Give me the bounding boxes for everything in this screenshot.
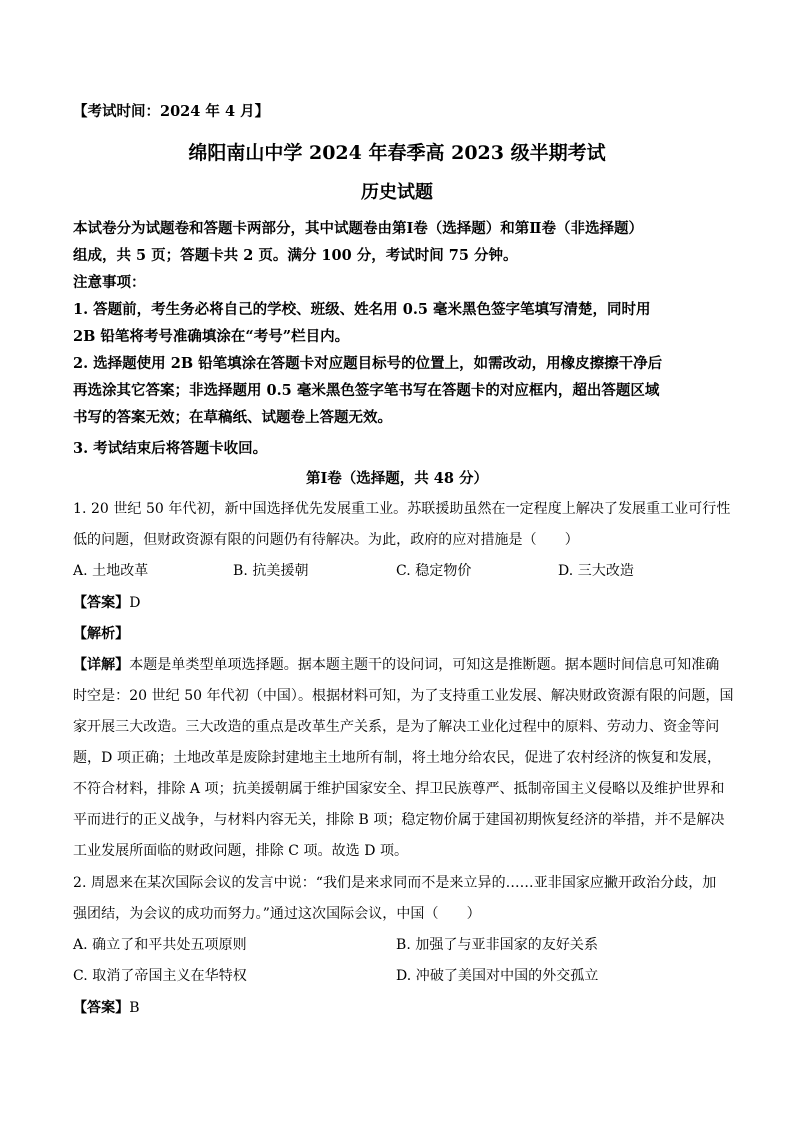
q1-detail-line-7: 工业发展所面临的财政问题，排除 C 项。故选 D 项。 — [73, 843, 409, 859]
notice-1-line-2: 2B 铅笔将考号准确填涂在“考号”栏目内。 — [73, 328, 350, 345]
q2-option-b: B. 加强了与亚非国家的友好关系 — [396, 937, 598, 953]
q1-stem-line-1: 1. 20 世纪 50 年代初，新中国选择优先发展重工业。苏联援助虽然在一定程度上解决了发展重工业可行性 — [73, 501, 731, 517]
notice-1-line-1: 1. 答题前，考生务必将自己的学校、班级、姓名用 0.5 毫米黑色签字笔填写清楚，同时用 — [73, 301, 651, 318]
exam-time: 【考试时间：2024 年 4 月】 — [73, 103, 270, 120]
notice-3: 3. 考试结束后将答题卡收回。 — [73, 440, 268, 457]
q2-answer-row — [73, 997, 140, 1017]
q1-option-d: D. 三大改造 — [558, 563, 634, 579]
q1-answer-row — [73, 592, 140, 612]
q1-detail-line-3: 家开展三大改造。三大改造的重点是改革生产关系，是为了解决工业化过程中的原料、劳动力、资金等问 — [73, 719, 720, 735]
q2-option-a: A. 确立了和平共处五项原则 — [73, 937, 247, 953]
q1-detail-line-2: 时空是：20 世纪 50 年代初（中国）。根据材料可知，为了支持重工业发展、解决财政资源有限的问题，国 — [73, 688, 734, 704]
q1-detail-line-6: 平而进行的正义战争，与材料内容无关，排除 B 项；稳定物价属于建国初期恢复经济的举措，并不是解决 — [73, 812, 725, 828]
q1-answer-label: 【答案】 — [73, 595, 130, 611]
q1-analysis-label: 【解析】 — [73, 626, 130, 642]
q1-option-b: B. 抗美援朝 — [233, 563, 309, 579]
q1-detail-text-1: 本题是单类型单项选择题。据本题主题干的设问词，可知这是推断题。据本题时间信息可知准确 — [129, 657, 720, 673]
q2-stem-line-1: 2. 周恩来在某次国际会议的发言中说：“我们是来求同而不是来立异的……亚非国家应撇开政治分歧，加 — [73, 875, 717, 891]
exam-title: 绵阳南山中学 2024 年春季高 2023 级半期考试 — [188, 142, 606, 164]
q2-stem-line-2: 强团结，为会议的成功而努力。”通过这次国际会议，中国（ ） — [73, 906, 481, 922]
q1-detail-line-4: 题，D 项正确；土地改革是废除封建地主土地所有制，将土地分给农民，促进了农村经济的恢复和发展， — [73, 750, 722, 766]
q2-option-d: D. 冲破了美国对中国的外交孤立 — [396, 968, 599, 984]
q1-answer-value: D — [129, 595, 141, 611]
q1-option-c: C. 稳定物价 — [396, 563, 472, 579]
notice-2-line-1: 2. 选择题使用 2B 铅笔填涂在答题卡对应题目标号的位置上，如需改动，用橡皮擦擦干净后 — [73, 355, 663, 372]
subject-title: 历史试题 — [361, 182, 433, 203]
intro-line-2: 组成，共 5 页；答题卡共 2 页。满分 100 分，考试时间 75 分钟。 — [73, 247, 518, 264]
notice-title: 注意事项： — [73, 274, 146, 291]
q1-detail-line-5: 不符合材料，排除 A 项；抗美援朝属于维护国家安全、捍卫民族尊严、抵制帝国主义侵略以及维护世界和 — [73, 781, 725, 797]
q1-stem-line-2: 低的问题，但财政资源有限的问题仍有待解决。为此，政府的应对措施是（ ） — [73, 532, 579, 548]
section-title: 第Ⅰ卷（选择题，共 48 分） — [305, 470, 489, 487]
intro-line-1: 本试卷分为试题卷和答题卡两部分，其中试题卷由第Ⅰ卷（选择题）和第Ⅱ卷（非选择题） — [73, 220, 643, 237]
notice-2-line-2: 再选涂其它答案；非选择题用 0.5 毫米黑色签字笔书写在答题卡的对应框内，超出答题区域 — [73, 382, 660, 399]
q2-answer-value: B — [129, 1000, 140, 1016]
notice-2-line-3: 书写的答案无效；在草稿纸、试题卷上答题无效。 — [73, 409, 392, 426]
q1-detail-line-1: 【详解】本题是单类型单项选择题。据本题主题干的设问词，可知这是推断题。据本题时间信息可知准确 — [73, 657, 720, 673]
q1-option-a: A. 土地改革 — [73, 563, 149, 579]
q2-option-c: C. 取消了帝国主义在华特权 — [73, 968, 247, 984]
q2-answer-label: 【答案】 — [73, 1000, 130, 1016]
